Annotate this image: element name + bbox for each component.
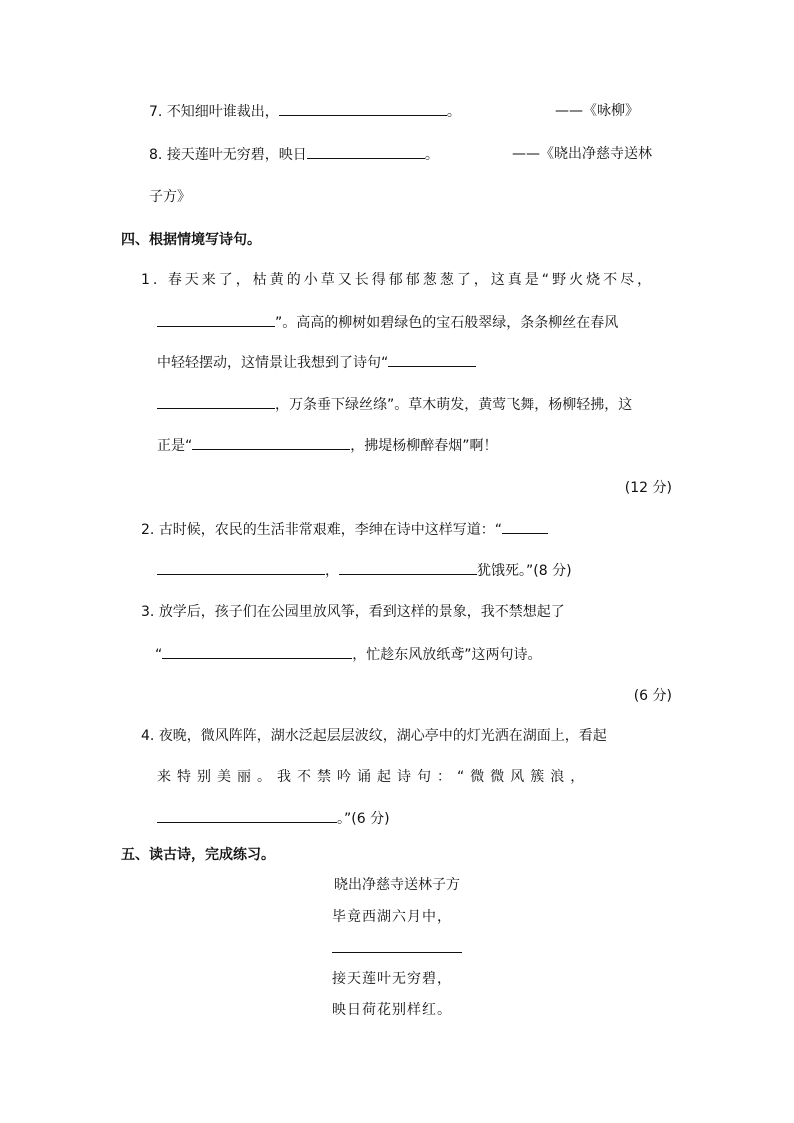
q2-comma: ， (325, 563, 339, 579)
q7-source: ——《咏柳》 (555, 103, 639, 119)
q1-blank2-end[interactable] (157, 394, 275, 409)
q4-blank[interactable] (157, 808, 337, 823)
q4-line1 (141, 726, 607, 746)
q1-blank3[interactable] (192, 435, 350, 450)
q8-source: ——《晓出净慈寺送林 (512, 146, 652, 162)
q7-number: 7. (149, 104, 163, 120)
poem-blank[interactable] (332, 938, 462, 953)
q3-line1 (141, 602, 565, 622)
q1-score: (12 分) (624, 480, 672, 496)
q3-text1: 放学后，孩子们在公园里放风筝，看到这样的景象，我不禁想起了 (158, 604, 565, 620)
q7-answer-blank[interactable] (279, 101, 447, 116)
q4-text3: 。”(6 分) (337, 811, 390, 827)
q2-text2: 犹饿死。”(8 分) (477, 563, 572, 579)
q1-line5 (157, 435, 498, 456)
q1-text5b: ，拂堤杨柳醉春烟”啊！ (350, 438, 498, 454)
q8-number: 8. (149, 147, 163, 163)
q3-score: (6 分) (633, 688, 672, 704)
q8-text: 接天莲叶无穷碧，映日 (166, 147, 307, 163)
q7-text-end: 。 (446, 104, 461, 120)
q1-text1: 春天来了，枯黄的小草又长得郁郁葱葱了，这真是“野火烧不尽， (167, 272, 655, 288)
q7-text: 不知细叶谁裁出， (166, 104, 279, 120)
q2-line1 (141, 519, 548, 540)
q8-answer-blank[interactable] (307, 144, 425, 159)
q2-blank1-start[interactable] (502, 519, 548, 534)
q3-text2: ，忙趁东风放纸鸢”这两句诗。 (352, 647, 542, 663)
q1-text3: 中轻轻摆动，这情景让我想到了诗句“ (157, 355, 389, 371)
q2-number: 2. (141, 522, 155, 538)
q4-line2 (157, 767, 590, 787)
section5-heading: 五、读古诗，完成练习。 (121, 847, 275, 863)
q1-line3 (157, 352, 476, 373)
q1-line2 (157, 312, 618, 333)
q1-blank2-start[interactable] (388, 352, 476, 367)
q1-line1 (141, 270, 654, 290)
poem-title: 晓出净慈寺送林子方 (334, 877, 460, 893)
q2-line2 (157, 560, 572, 581)
q3-quote: “ (155, 647, 163, 663)
q1-blank1[interactable] (157, 312, 275, 327)
q8-line (149, 144, 439, 165)
poem-line-2-row (0, 938, 794, 959)
q2-blank2[interactable] (339, 560, 477, 575)
q2-blank1-end[interactable] (157, 560, 325, 575)
q1-text4: ，万条垂下绿丝绦”。草木萌发，黄莺飞舞，杨柳轻拂，这 (275, 397, 633, 413)
q8-source-cont: 子方》 (149, 189, 191, 205)
q1-text5a: 正是“ (157, 438, 193, 454)
q3-line2 (155, 644, 542, 665)
q1-line4 (157, 394, 632, 415)
section4-heading: 四、根据情境写诗句。 (121, 232, 261, 248)
poem-line-3: 接天莲叶无穷碧， (332, 971, 452, 987)
q2-text1: 古时候，农民的生活非常艰难，李绅在诗中这样写道：“ (158, 522, 503, 538)
q4-number: 4. (141, 728, 155, 744)
q1-text2: ”。高高的柳树如碧绿色的宝石般翠绿，条条柳丝在春风 (275, 315, 619, 331)
q3-blank[interactable] (162, 644, 352, 659)
q4-text1: 夜晚，微风阵阵，湖水泛起层层波纹，湖心亭中的灯光洒在湖面上，看起 (158, 728, 607, 744)
q3-number: 3. (141, 604, 155, 620)
poem-line-4: 映日荷花别样红。 (332, 1002, 452, 1018)
q4-line3 (157, 808, 390, 829)
q1-number: 1. (141, 272, 161, 288)
q4-text2: 来特别美丽。我不禁吟诵起诗句：“微微风簇浪， (157, 769, 591, 785)
poem-line-1: 毕竟西湖六月中， (332, 909, 452, 925)
q7-line (149, 101, 461, 122)
q8-text-end: 。 (424, 147, 439, 163)
